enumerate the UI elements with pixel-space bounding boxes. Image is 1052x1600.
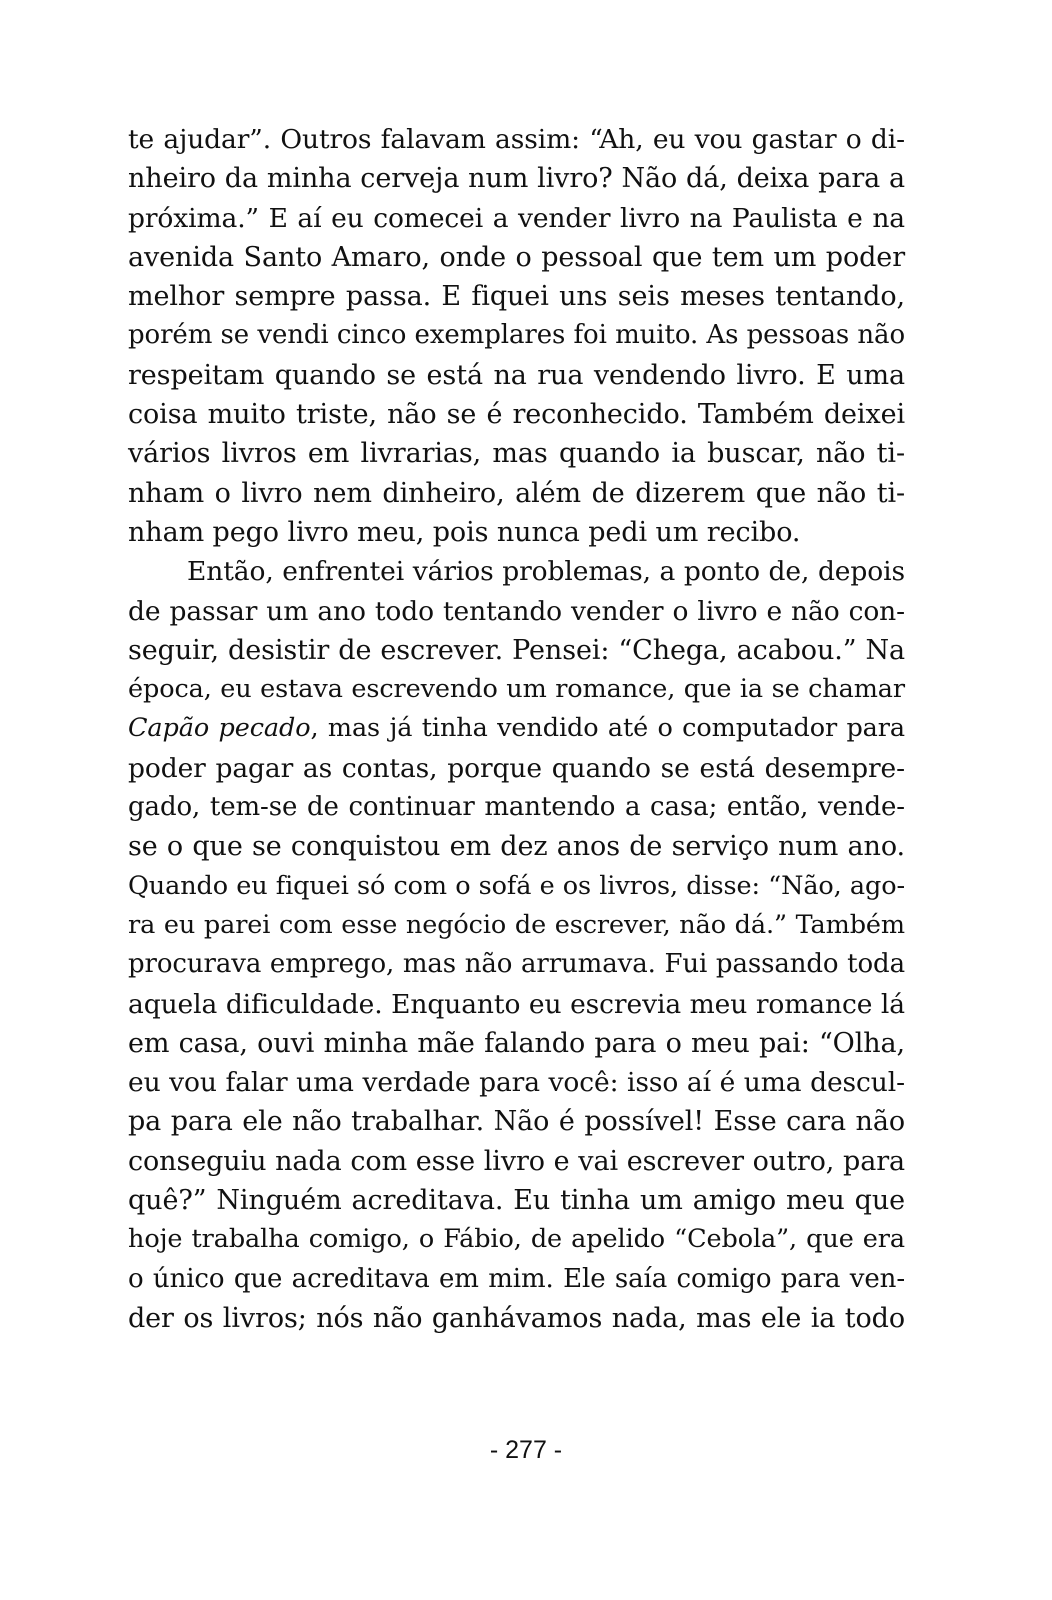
text-line: aquela dificuldade. Enquanto eu escrevia meu romance lá: [128, 988, 905, 1020]
text-line: vários livros em livrarias, mas quando ia buscar, não ti-: [128, 438, 905, 470]
text-line: poder pagar as contas, porque quando se está desempre-: [128, 752, 905, 784]
text-line-with-title: [128, 709, 905, 748]
text-line: de passar um ano todo tentando vender o livro e não con-: [128, 595, 905, 627]
text-line: respeitam quando se está na rua vendendo livro. E uma: [128, 359, 905, 391]
text-line: se o que se conquistou em dez anos de serviço num ano.: [128, 831, 905, 863]
text-line: nham o livro nem dinheiro, além de dizerem que não ti-: [128, 477, 905, 509]
book-title: Capão pecado: [128, 713, 311, 744]
text-line: nheiro da minha cerveja num livro? Não dá, deixa para a: [128, 163, 905, 195]
text-line: Então, enfrentei vários problemas, a ponto de, depois: [187, 556, 905, 588]
text-line: der os livros; nós não ganhávamos nada, mas ele ia todo: [128, 1302, 905, 1334]
text-line: época, eu estava escrevendo um romance, que ia se chamar: [128, 674, 905, 705]
body-text: [128, 120, 905, 1338]
text-line: procurava emprego, mas não arrumava. Fui passando toda: [128, 949, 905, 980]
text-line: eu vou falar uma verdade para você: isso aí é uma descul-: [128, 1067, 905, 1099]
paragraph-2: [128, 552, 905, 1338]
text-line: te ajudar”. Outros falavam assim: “Ah, eu vou gastar o di-: [128, 124, 905, 155]
paragraph-1: [128, 120, 905, 552]
text-line: em casa, ouvi minha mãe falando para o meu pai: “Olha,: [128, 1027, 905, 1059]
text-line: Quando eu fiquei só com o sofá e os livros, disse: “Não, ago-: [128, 870, 905, 901]
text-line: seguir, desistir de escrever. Pensei: “Chega, acabou.” Na: [128, 634, 905, 666]
text-line: quê?” Ninguém acreditava. Eu tinha um amigo meu que: [128, 1185, 905, 1217]
text-line: o único que acreditava em mim. Ele saía comigo para ven-: [128, 1263, 905, 1294]
text-line: melhor sempre passa. E fiquei uns seis meses tentando,: [128, 281, 905, 313]
text-line: hoje trabalha comigo, o Fábio, de apelido “Cebola”, que era: [128, 1224, 905, 1255]
title-line-rest: , mas já tinha vendido até o computador para: [310, 713, 905, 744]
text-line: avenida Santo Amaro, onde o pessoal que tem um poder: [128, 241, 905, 273]
text-line: nham pego livro meu, pois nunca pedi um recibo.: [128, 516, 801, 548]
text-line: porém se vendi cinco exemplares foi muito. As pessoas não: [128, 320, 905, 351]
text-line: coisa muito triste, não se é reconhecido. Também deixei: [128, 399, 905, 431]
text-line: próxima.” E aí eu comecei a vender livro na Paulista e na: [128, 202, 905, 234]
text-line: conseguiu nada com esse livro e vai escrever outro, para: [128, 1145, 905, 1177]
text-line: ra eu parei com esse negócio de escrever, não dá.” Também: [128, 909, 905, 940]
page-number: - 277 -: [489, 1436, 563, 1464]
text-line: gado, tem-se de continuar mantendo a casa; então, vende-: [128, 792, 905, 823]
text-line: pa para ele não trabalhar. Não é possível! Esse cara não: [128, 1106, 905, 1138]
